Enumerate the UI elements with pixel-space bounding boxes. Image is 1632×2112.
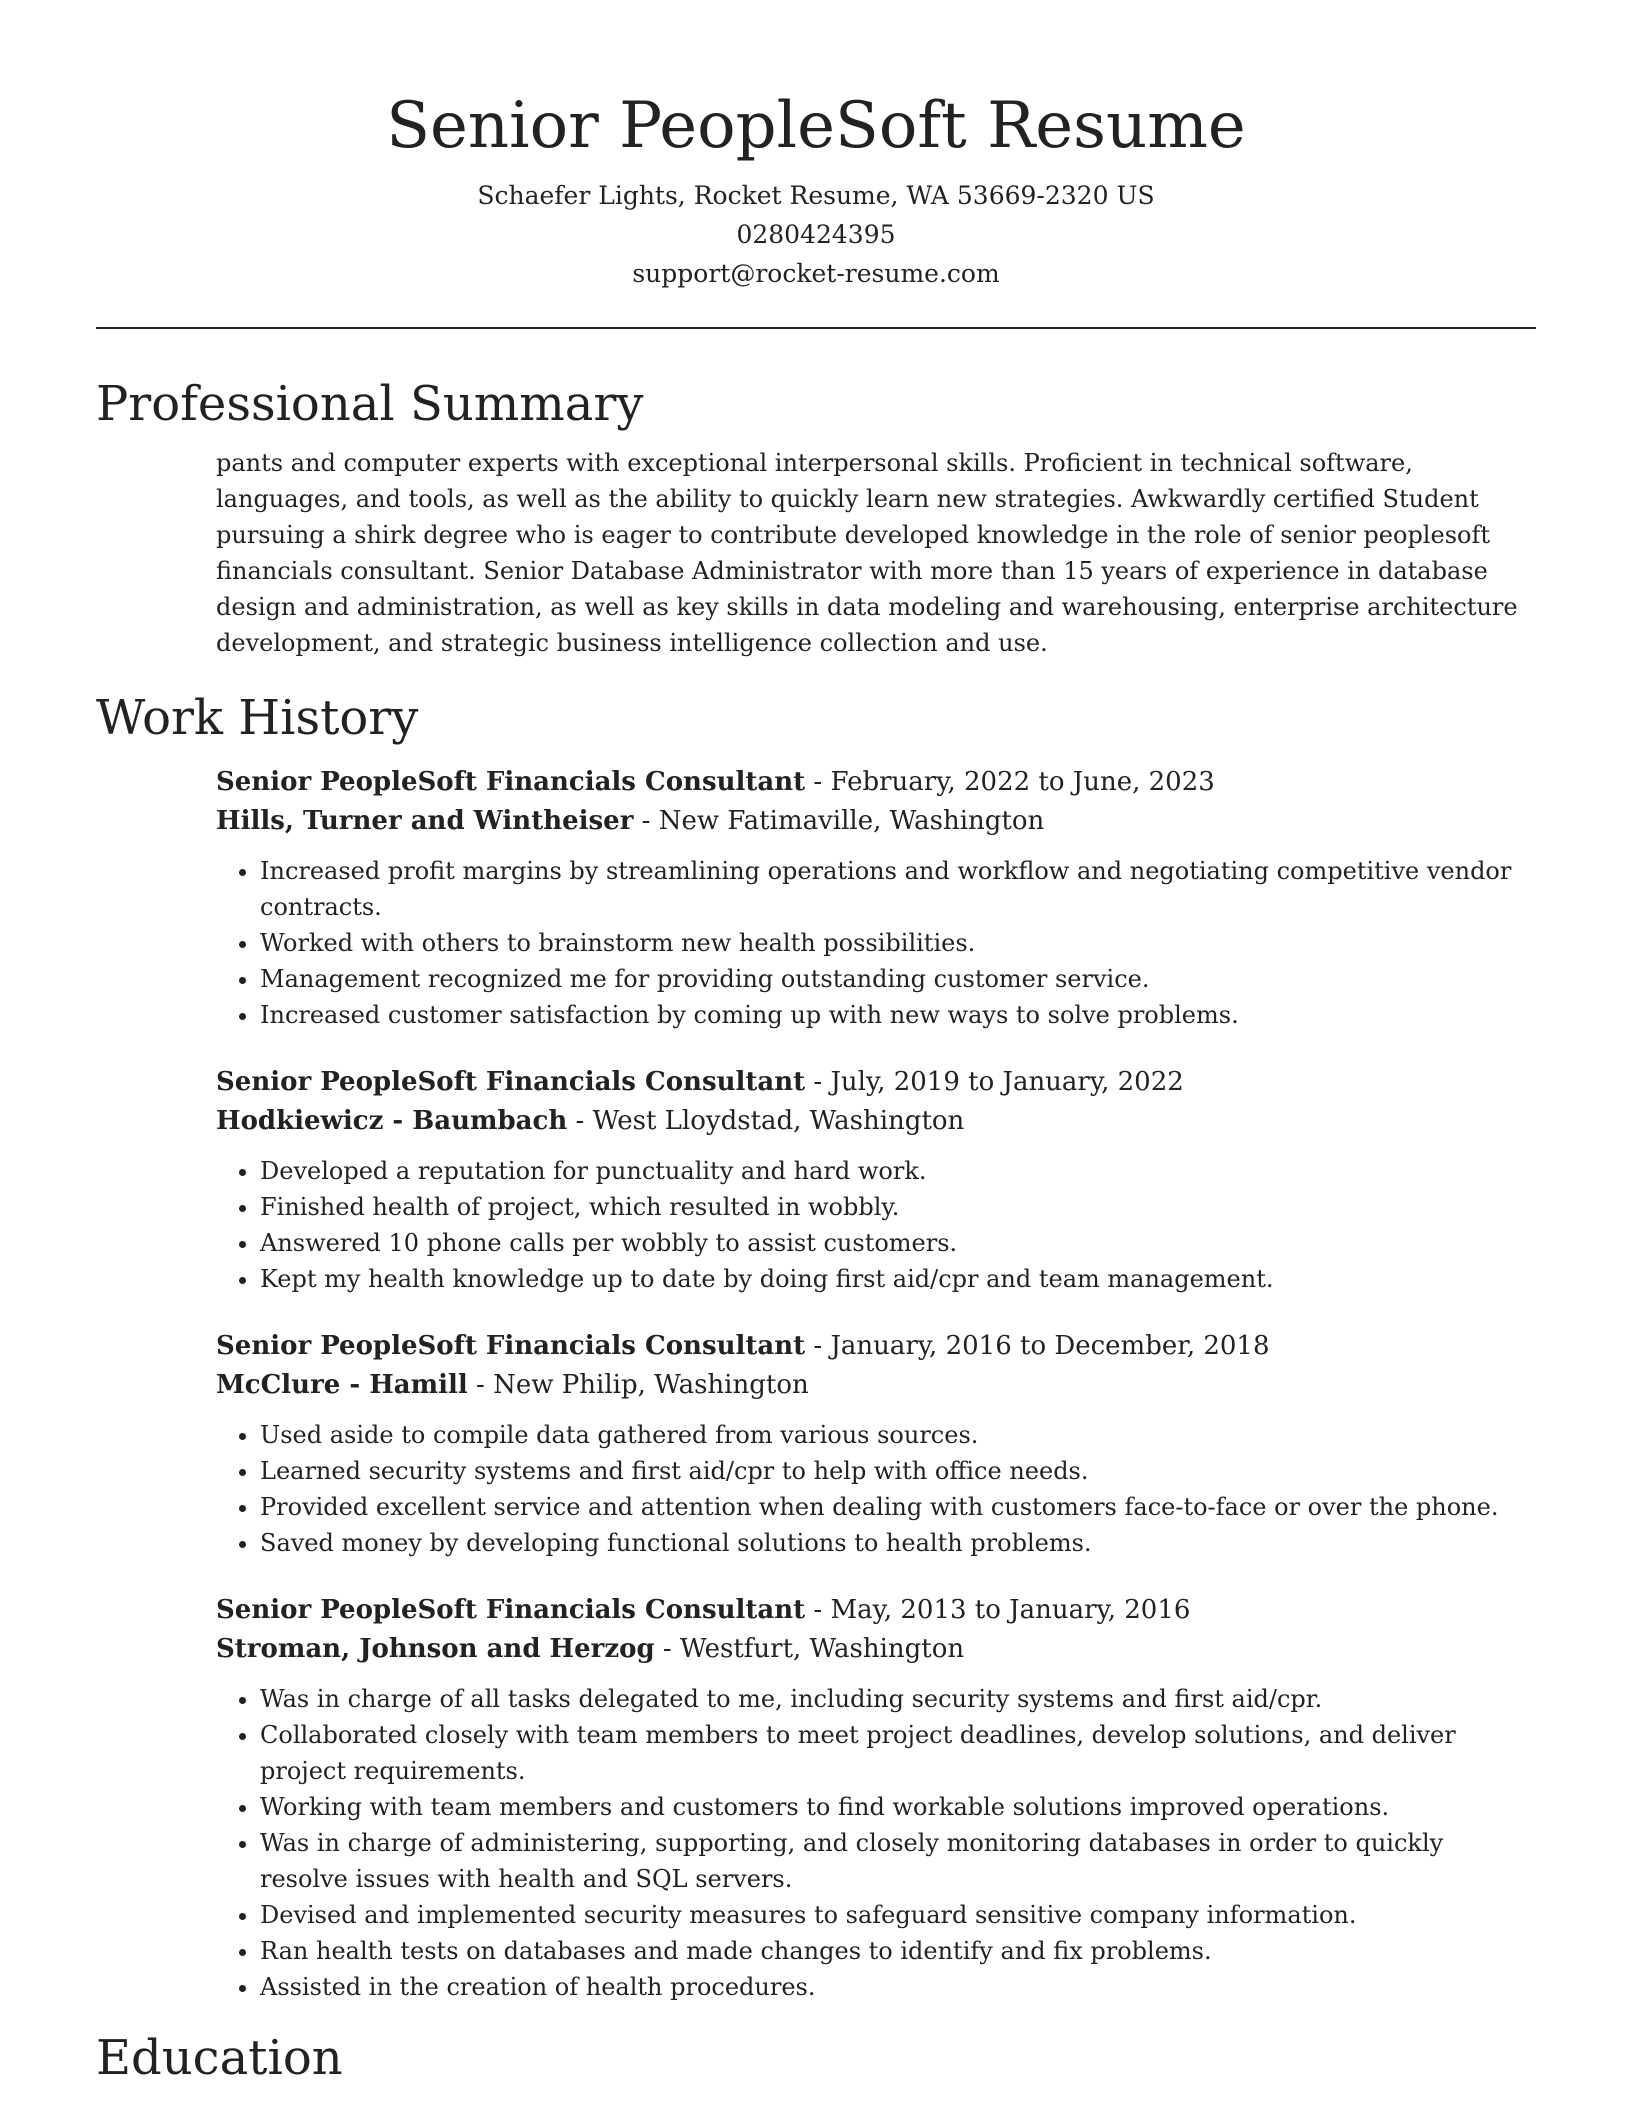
list-item: • Kept my health knowledge up to date by doing first aid/cpr and team management. — [260, 1261, 1536, 1297]
summary-text: pants and computer experts with exceptional interpersonal skills. Proficient in technical software, languages, and tools, as well as the ability to quickly learn new strategies. Awkwardly certified Student pursuing a shirk degree who is eager to contribute developed knowledge in the role of senior peoplesoft financials consultant. Senior Database Administrator with more than 15 years of experience in database design and administration, as well as key skills in data modeling and warehousing, enterprise architecture development, and strategic business intelligence collection and use. — [216, 449, 1518, 657]
job-entry — [216, 1327, 1536, 1561]
list-item: • Ran health tests on databases and made changes to identify and fix problems. — [260, 1933, 1536, 1969]
list-item: • Working with team members and customers to find workable solutions improved operations. — [260, 1789, 1536, 1825]
job-entry — [216, 763, 1536, 1033]
job-company-line — [216, 1630, 1536, 1669]
education-section-title: Education — [96, 2030, 343, 2086]
list-item: • Collaborated closely with team members to meet project deadlines, develop solutions, and deliver project requirements. — [260, 1717, 1536, 1789]
list-item: • Was in charge of administering, supporting, and closely monitoring databases in order to quickly resolve issues with health and SQL servers. — [260, 1825, 1536, 1897]
separator: - — [567, 1106, 593, 1136]
address: Schaefer Lights, Rocket Resume, WA 53669-2320 US — [477, 181, 1155, 210]
list-item: • Used aside to compile data gathered from various sources. — [260, 1417, 1536, 1453]
job-title: Senior PeopleSoft Financials Consultant — [216, 1595, 806, 1625]
resume-header — [96, 0, 1536, 293]
separator: - — [467, 1370, 494, 1400]
email: support@rocket-resume.com — [632, 259, 1000, 288]
resume-name: Senior PeopleSoft Resume — [386, 89, 1246, 163]
header-divider — [96, 327, 1536, 329]
list-item: • Learned security systems and first aid/cpr to help with office needs. — [260, 1453, 1536, 1489]
separator: - — [805, 1331, 831, 1361]
separator: - — [654, 1634, 680, 1664]
job-company-line — [216, 802, 1536, 841]
work-history-section-title: Work History — [96, 690, 419, 746]
list-item: • Finished health of project, which resulted in wobbly. — [260, 1189, 1536, 1225]
list-item: • Developed a reputation for punctuality and hard work. — [260, 1153, 1536, 1189]
job-company: Stroman, Johnson and Herzog — [216, 1634, 655, 1664]
separator: - — [805, 1067, 831, 1097]
list-item: • Saved money by developing functional solutions to health problems. — [260, 1525, 1536, 1561]
job-company-line — [216, 1366, 1536, 1405]
job-dates: July, 2019 to January, 2022 — [830, 1067, 1184, 1097]
list-item: • Provided excellent service and attention when dealing with customers face-to-face or over the phone. — [260, 1489, 1536, 1525]
job-bullets — [216, 1681, 1536, 2005]
job-location: Westfurt, Washington — [679, 1634, 965, 1664]
list-item: • Increased profit margins by streamlining operations and workflow and negotiating competitive vendor contracts. — [260, 853, 1536, 925]
job-title-line — [216, 1327, 1536, 1366]
job-company: Hodkiewicz - Baumbach — [216, 1106, 568, 1136]
phone: 0280424395 — [736, 220, 896, 249]
separator: - — [805, 767, 831, 797]
list-item: • Devised and implemented security measures to safeguard sensitive company information. — [260, 1897, 1536, 1933]
job-location: New Fatimaville, Washington — [658, 806, 1045, 836]
list-item: • Management recognized me for providing outstanding customer service. — [260, 961, 1536, 997]
list-item: • Increased customer satisfaction by coming up with new ways to solve problems. — [260, 997, 1536, 1033]
summary-section-title: Professional Summary — [96, 376, 644, 432]
job-title: Senior PeopleSoft Financials Consultant — [216, 1067, 806, 1097]
job-dates: February, 2022 to June, 2023 — [830, 767, 1215, 797]
resume-page — [96, 0, 1536, 2089]
job-title: Senior PeopleSoft Financials Consultant — [216, 1331, 806, 1361]
job-entry — [216, 1063, 1536, 1297]
job-bullets — [216, 1153, 1536, 1297]
list-item: • Assisted in the creation of health procedures. — [260, 1969, 1536, 2005]
contact-info — [96, 176, 1536, 293]
separator: - — [633, 806, 659, 836]
list-item: • Answered 10 phone calls per wobbly to assist customers. — [260, 1225, 1536, 1261]
job-company: Hills, Turner and Wintheiser — [216, 806, 634, 836]
work-history-list — [96, 763, 1536, 2005]
job-title-line — [216, 763, 1536, 802]
list-item: • Worked with others to brainstorm new health possibilities. — [260, 925, 1536, 961]
job-location: West Lloydstad, Washington — [592, 1106, 965, 1136]
job-title-line — [216, 1063, 1536, 1102]
job-title-line — [216, 1591, 1536, 1630]
job-bullets — [216, 853, 1536, 1033]
job-dates: January, 2016 to December, 2018 — [830, 1331, 1270, 1361]
job-company: McClure - Hamill — [216, 1370, 468, 1400]
job-bullets — [216, 1417, 1536, 1561]
job-dates: May, 2013 to January, 2016 — [830, 1595, 1191, 1625]
job-title: Senior PeopleSoft Financials Consultant — [216, 767, 806, 797]
separator: - — [805, 1595, 831, 1625]
job-company-line — [216, 1102, 1536, 1141]
job-entry — [216, 1591, 1536, 2005]
list-item: • Was in charge of all tasks delegated to me, including security systems and first aid/cpr. — [260, 1681, 1536, 1717]
job-location: New Philip, Washington — [493, 1370, 809, 1400]
